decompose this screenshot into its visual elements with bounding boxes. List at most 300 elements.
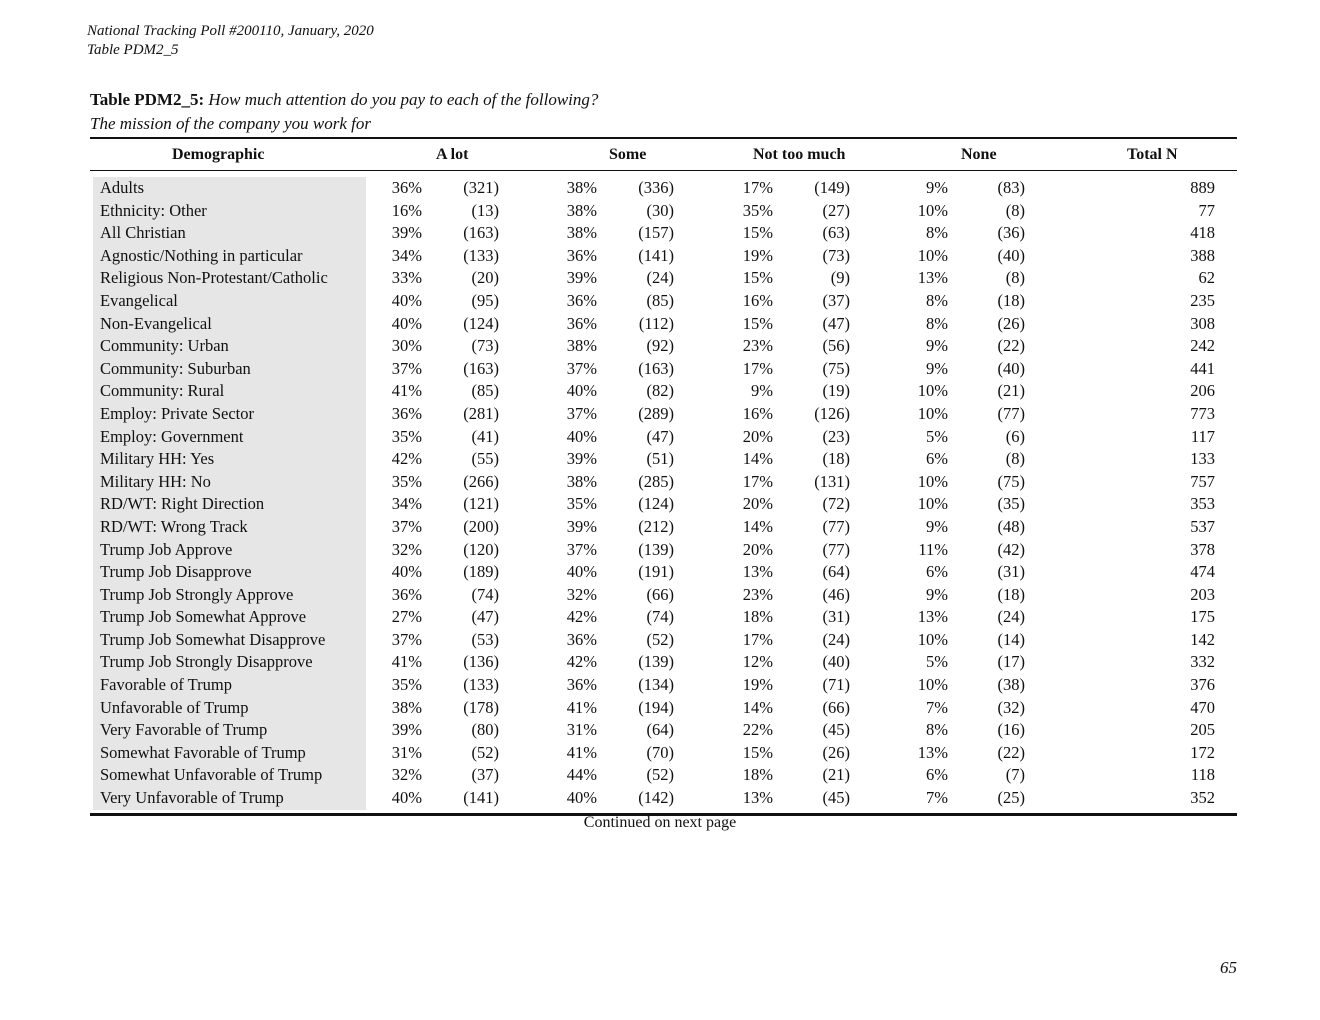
cell-a-lot-n: (141) <box>463 788 499 808</box>
cell-a-lot-pct: 40% <box>391 788 422 808</box>
table-row <box>90 471 1237 494</box>
table-id: Table PDM2_5 <box>87 42 179 58</box>
cell-a-lot-pct: 34% <box>391 245 422 265</box>
cell-some-pct: 40% <box>566 788 597 808</box>
cell-a-lot-n: (266) <box>463 471 499 491</box>
cell-a-lot-pct: 37% <box>391 516 422 536</box>
cell-some-pct: 36% <box>566 629 597 649</box>
cell-none-pct: 13% <box>917 742 948 762</box>
cell-some-n: (85) <box>646 290 674 310</box>
cell-none-pct: 9% <box>926 336 948 356</box>
row-label: Very Favorable of Trump <box>100 720 268 740</box>
cell-some-pct: 42% <box>566 607 597 627</box>
cell-a-lot-n: (20) <box>471 268 499 288</box>
cell-total-n: 242 <box>1190 336 1215 356</box>
running-header <box>87 22 374 60</box>
cell-a-lot-pct: 16% <box>391 200 422 220</box>
cell-none-n: (18) <box>997 290 1025 310</box>
cell-some-n: (157) <box>638 223 674 243</box>
cell-not-too-much-pct: 13% <box>742 788 773 808</box>
row-label: Employ: Government <box>100 426 244 446</box>
cell-some-pct: 36% <box>566 290 597 310</box>
cell-some-n: (141) <box>638 245 674 265</box>
cell-a-lot-pct: 27% <box>391 607 422 627</box>
table-row <box>90 539 1237 562</box>
cell-not-too-much-pct: 20% <box>742 494 773 514</box>
cell-not-too-much-n: (24) <box>822 629 850 649</box>
cell-total-n: 117 <box>1190 426 1215 446</box>
cell-none-pct: 6% <box>926 765 948 785</box>
cell-some-n: (52) <box>646 629 674 649</box>
cell-not-too-much-n: (77) <box>822 539 850 559</box>
cell-some-pct: 38% <box>566 223 597 243</box>
cell-not-too-much-pct: 15% <box>742 742 773 762</box>
cell-not-too-much-n: (46) <box>822 584 850 604</box>
cell-not-too-much-pct: 23% <box>742 584 773 604</box>
cell-total-n: 441 <box>1190 358 1215 378</box>
cell-none-pct: 5% <box>926 426 948 446</box>
cell-some-n: (70) <box>646 742 674 762</box>
cell-not-too-much-n: (66) <box>822 697 850 717</box>
cell-some-pct: 38% <box>566 178 597 197</box>
cell-total-n: 175 <box>1190 607 1215 627</box>
cell-none-n: (22) <box>997 336 1025 356</box>
cell-a-lot-n: (163) <box>463 223 499 243</box>
cell-not-too-much-n: (131) <box>814 471 850 491</box>
cell-a-lot-pct: 37% <box>391 358 422 378</box>
cell-a-lot-n: (55) <box>471 449 499 469</box>
cell-none-n: (42) <box>997 539 1025 559</box>
cell-a-lot-pct: 35% <box>391 426 422 446</box>
cell-some-pct: 39% <box>566 449 597 469</box>
cell-not-too-much-pct: 22% <box>742 720 773 740</box>
cell-none-n: (83) <box>997 178 1025 197</box>
cell-a-lot-n: (120) <box>463 539 499 559</box>
cell-some-pct: 44% <box>566 765 597 785</box>
cell-a-lot-n: (47) <box>471 607 499 627</box>
row-label: Somewhat Unfavorable of Trump <box>100 765 323 785</box>
cell-none-pct: 10% <box>917 675 948 695</box>
cell-not-too-much-pct: 35% <box>742 200 773 220</box>
cell-not-too-much-n: (9) <box>830 268 850 288</box>
cell-a-lot-n: (53) <box>471 629 499 649</box>
cell-not-too-much-pct: 14% <box>742 697 773 717</box>
table-row <box>90 493 1237 516</box>
cell-total-n: 205 <box>1190 720 1215 740</box>
cell-a-lot-pct: 35% <box>391 471 422 491</box>
cell-none-pct: 10% <box>917 245 948 265</box>
cell-none-n: (8) <box>1005 268 1025 288</box>
cell-some-n: (66) <box>646 584 674 604</box>
cell-not-too-much-n: (149) <box>814 178 850 197</box>
cell-total-n: 418 <box>1190 223 1215 243</box>
caption-question: How much attention do you pay to each of the following? <box>208 90 599 109</box>
cell-some-n: (191) <box>638 562 674 582</box>
row-label: RD/WT: Right Direction <box>100 494 265 514</box>
table-row <box>90 764 1237 787</box>
cell-none-pct: 9% <box>926 178 948 197</box>
cell-none-n: (35) <box>997 494 1025 514</box>
row-label: Favorable of Trump <box>100 675 232 695</box>
cell-none-pct: 10% <box>917 471 948 491</box>
cell-a-lot-n: (163) <box>463 358 499 378</box>
cell-total-n: 474 <box>1190 562 1215 582</box>
cell-some-pct: 41% <box>566 697 597 717</box>
cell-none-n: (8) <box>1005 449 1025 469</box>
cell-none-n: (21) <box>997 381 1025 401</box>
cell-some-n: (139) <box>638 539 674 559</box>
table-row <box>90 651 1237 674</box>
cell-none-pct: 10% <box>917 494 948 514</box>
cell-total-n: 332 <box>1190 652 1215 672</box>
cell-total-n: 203 <box>1190 584 1215 604</box>
cell-total-n: 537 <box>1190 516 1215 536</box>
col-header-total-n: Total N <box>1127 146 1178 163</box>
cell-not-too-much-pct: 15% <box>742 313 773 333</box>
cell-a-lot-n: (133) <box>463 675 499 695</box>
cell-total-n: 133 <box>1190 449 1215 469</box>
cell-not-too-much-pct: 17% <box>742 358 773 378</box>
cell-a-lot-n: (321) <box>463 178 499 197</box>
cell-total-n: 757 <box>1190 471 1215 491</box>
cell-a-lot-pct: 35% <box>391 675 422 695</box>
cell-a-lot-n: (80) <box>471 720 499 740</box>
cell-a-lot-n: (281) <box>463 403 499 423</box>
cell-some-pct: 36% <box>566 313 597 333</box>
cell-some-pct: 36% <box>566 245 597 265</box>
cell-not-too-much-pct: 17% <box>742 629 773 649</box>
cell-total-n: 235 <box>1190 290 1215 310</box>
cell-some-pct: 38% <box>566 200 597 220</box>
cell-none-pct: 8% <box>926 290 948 310</box>
cell-not-too-much-pct: 19% <box>742 675 773 695</box>
cell-not-too-much-n: (45) <box>822 720 850 740</box>
cell-none-pct: 5% <box>926 652 948 672</box>
cell-total-n: 353 <box>1190 494 1215 514</box>
table-row <box>90 222 1237 245</box>
row-label: Trump Job Strongly Disapprove <box>100 652 313 672</box>
cell-some-pct: 37% <box>566 539 597 559</box>
cell-some-n: (124) <box>638 494 674 514</box>
table-row <box>90 313 1237 336</box>
cell-not-too-much-pct: 23% <box>742 336 773 356</box>
cell-not-too-much-n: (21) <box>822 765 850 785</box>
cell-not-too-much-n: (26) <box>822 742 850 762</box>
row-label: Ethnicity: Other <box>100 200 207 220</box>
cell-none-n: (17) <box>997 652 1025 672</box>
cell-total-n: 172 <box>1190 742 1215 762</box>
cell-none-n: (22) <box>997 742 1025 762</box>
col-header-a-lot: A lot <box>436 146 469 163</box>
cell-total-n: 77 <box>1198 200 1215 220</box>
table-row <box>90 290 1237 313</box>
cell-not-too-much-pct: 15% <box>742 223 773 243</box>
cell-a-lot-n: (37) <box>471 765 499 785</box>
table-body <box>90 171 1237 813</box>
cell-some-pct: 31% <box>566 720 597 740</box>
cell-a-lot-pct: 39% <box>391 223 422 243</box>
col-header-not-too-much: Not too much <box>753 146 846 163</box>
cell-none-pct: 13% <box>917 607 948 627</box>
cell-some-n: (142) <box>638 788 674 808</box>
table-caption <box>90 88 598 136</box>
cell-some-n: (139) <box>638 652 674 672</box>
cell-not-too-much-n: (45) <box>822 788 850 808</box>
cell-a-lot-pct: 30% <box>391 336 422 356</box>
cell-some-n: (336) <box>638 178 674 197</box>
cell-none-n: (31) <box>997 562 1025 582</box>
cell-none-pct: 6% <box>926 449 948 469</box>
cell-some-pct: 39% <box>566 516 597 536</box>
cell-some-n: (24) <box>646 268 674 288</box>
cell-not-too-much-n: (64) <box>822 562 850 582</box>
cell-not-too-much-pct: 14% <box>742 516 773 536</box>
cell-a-lot-pct: 40% <box>391 562 422 582</box>
cell-none-pct: 8% <box>926 223 948 243</box>
cell-some-pct: 32% <box>566 584 597 604</box>
cell-none-pct: 8% <box>926 720 948 740</box>
cell-total-n: 773 <box>1190 403 1215 423</box>
table-row <box>90 742 1237 765</box>
cell-not-too-much-n: (27) <box>822 200 850 220</box>
cell-none-n: (7) <box>1005 765 1025 785</box>
cell-some-pct: 42% <box>566 652 597 672</box>
table-row <box>90 516 1237 539</box>
cell-a-lot-pct: 34% <box>391 494 422 514</box>
table-row <box>90 200 1237 223</box>
row-label: Very Unfavorable of Trump <box>100 788 284 808</box>
cell-not-too-much-n: (75) <box>822 358 850 378</box>
cell-none-n: (8) <box>1005 200 1025 220</box>
cell-a-lot-pct: 31% <box>391 742 422 762</box>
cell-some-pct: 40% <box>566 426 597 446</box>
table-row <box>90 629 1237 652</box>
cell-none-pct: 9% <box>926 358 948 378</box>
cell-total-n: 388 <box>1190 245 1215 265</box>
cell-some-pct: 41% <box>566 742 597 762</box>
row-label: Trump Job Disapprove <box>100 562 252 582</box>
cell-none-pct: 10% <box>917 200 948 220</box>
page-number: 65 <box>1220 958 1237 977</box>
continued-note: Continued on next page <box>583 814 737 831</box>
cell-none-n: (38) <box>997 675 1025 695</box>
cell-not-too-much-n: (19) <box>822 381 850 401</box>
cell-total-n: 889 <box>1190 178 1215 197</box>
cell-some-n: (74) <box>646 607 674 627</box>
cell-not-too-much-pct: 9% <box>751 381 773 401</box>
table-row <box>90 787 1237 810</box>
cell-total-n: 118 <box>1190 765 1215 785</box>
cell-none-pct: 9% <box>926 516 948 536</box>
cell-a-lot-n: (121) <box>463 494 499 514</box>
cell-a-lot-pct: 37% <box>391 629 422 649</box>
row-label: Employ: Private Sector <box>100 403 254 423</box>
cell-a-lot-n: (13) <box>471 200 499 220</box>
cell-a-lot-pct: 41% <box>391 652 422 672</box>
cell-some-pct: 38% <box>566 471 597 491</box>
cell-some-pct: 35% <box>566 494 597 514</box>
cell-not-too-much-pct: 20% <box>742 539 773 559</box>
cell-some-n: (30) <box>646 200 674 220</box>
caption-label: Table PDM2_5: <box>90 90 205 109</box>
cell-not-too-much-pct: 15% <box>742 268 773 288</box>
cell-a-lot-pct: 41% <box>391 381 422 401</box>
cell-a-lot-pct: 38% <box>391 697 422 717</box>
poll-title: National Tracking Poll #200110, January, 2020 <box>87 23 374 39</box>
row-label: RD/WT: Wrong Track <box>100 516 248 536</box>
cell-none-pct: 8% <box>926 313 948 333</box>
row-label: Military HH: No <box>100 471 211 491</box>
cell-a-lot-pct: 42% <box>391 449 422 469</box>
cell-total-n: 206 <box>1190 381 1215 401</box>
cell-none-pct: 7% <box>926 788 948 808</box>
table-row <box>90 426 1237 449</box>
table-row <box>90 245 1237 268</box>
table-row <box>90 335 1237 358</box>
cell-total-n: 308 <box>1190 313 1215 333</box>
cell-not-too-much-pct: 17% <box>742 471 773 491</box>
cell-a-lot-pct: 36% <box>391 584 422 604</box>
row-label: Trump Job Approve <box>100 539 233 559</box>
cell-total-n: 376 <box>1190 675 1215 695</box>
row-label: Non-Evangelical <box>100 313 212 333</box>
cell-none-n: (24) <box>997 607 1025 627</box>
cell-some-n: (82) <box>646 381 674 401</box>
cell-not-too-much-n: (63) <box>822 223 850 243</box>
cell-a-lot-n: (95) <box>471 290 499 310</box>
cell-not-too-much-n: (71) <box>822 675 850 695</box>
cell-not-too-much-n: (23) <box>822 426 850 446</box>
cell-a-lot-pct: 40% <box>391 313 422 333</box>
cell-not-too-much-n: (18) <box>822 449 850 469</box>
cell-not-too-much-pct: 20% <box>742 426 773 446</box>
row-label: Trump Job Somewhat Approve <box>100 607 307 627</box>
cell-not-too-much-pct: 14% <box>742 449 773 469</box>
cell-total-n: 378 <box>1190 539 1215 559</box>
cell-a-lot-n: (41) <box>471 426 499 446</box>
table-header-row <box>90 139 1237 170</box>
table-row <box>90 403 1237 426</box>
cell-a-lot-n: (74) <box>471 584 499 604</box>
row-label: All Christian <box>100 223 186 243</box>
cell-not-too-much-pct: 17% <box>742 178 773 197</box>
table-row <box>90 606 1237 629</box>
cell-none-n: (25) <box>997 788 1025 808</box>
cell-some-pct: 36% <box>566 675 597 695</box>
table-row <box>90 358 1237 381</box>
row-label: Trump Job Somewhat Disapprove <box>100 629 326 649</box>
cell-some-n: (285) <box>638 471 674 491</box>
cell-not-too-much-pct: 16% <box>742 403 773 423</box>
row-label: Trump Job Strongly Approve <box>100 584 294 604</box>
row-label: Somewhat Favorable of Trump <box>100 742 306 762</box>
cell-a-lot-n: (124) <box>463 313 499 333</box>
cell-some-n: (212) <box>638 516 674 536</box>
cell-none-pct: 7% <box>926 697 948 717</box>
cell-some-n: (92) <box>646 336 674 356</box>
cell-some-pct: 38% <box>566 336 597 356</box>
cell-some-pct: 40% <box>566 381 597 401</box>
table-row <box>90 380 1237 403</box>
cell-total-n: 142 <box>1190 629 1215 649</box>
row-label: Military HH: Yes <box>100 449 215 469</box>
row-label: Religious Non-Protestant/Catholic <box>100 268 328 288</box>
table-row <box>90 561 1237 584</box>
table-row <box>90 674 1237 697</box>
table-row <box>90 719 1237 742</box>
cell-a-lot-n: (200) <box>463 516 499 536</box>
cell-not-too-much-n: (72) <box>822 494 850 514</box>
cell-a-lot-pct: 39% <box>391 720 422 740</box>
cell-none-n: (18) <box>997 584 1025 604</box>
cell-a-lot-pct: 33% <box>391 268 422 288</box>
cell-none-pct: 11% <box>918 539 948 559</box>
cell-a-lot-n: (133) <box>463 245 499 265</box>
cell-some-n: (134) <box>638 675 674 695</box>
cell-a-lot-n: (178) <box>463 697 499 717</box>
table-row <box>90 448 1237 471</box>
cell-not-too-much-n: (37) <box>822 290 850 310</box>
cell-a-lot-pct: 32% <box>391 539 422 559</box>
cell-a-lot-n: (136) <box>463 652 499 672</box>
cell-a-lot-n: (189) <box>463 562 499 582</box>
cell-some-n: (47) <box>646 426 674 446</box>
cell-total-n: 62 <box>1198 268 1215 288</box>
cell-not-too-much-n: (40) <box>822 652 850 672</box>
cell-none-pct: 9% <box>926 584 948 604</box>
cell-a-lot-pct: 32% <box>391 765 422 785</box>
cell-none-n: (26) <box>997 313 1025 333</box>
cell-some-pct: 40% <box>566 562 597 582</box>
cell-a-lot-n: (52) <box>471 742 499 762</box>
cell-none-pct: 10% <box>917 381 948 401</box>
col-header-demographic: Demographic <box>172 146 265 163</box>
col-header-some: Some <box>609 146 647 163</box>
table-row <box>90 267 1237 290</box>
cell-not-too-much-pct: 13% <box>742 562 773 582</box>
table-row <box>90 697 1237 720</box>
cell-some-pct: 39% <box>566 268 597 288</box>
row-label: Adults <box>100 178 145 197</box>
row-label: Agnostic/Nothing in particular <box>100 245 303 265</box>
cell-not-too-much-n: (47) <box>822 313 850 333</box>
cell-some-n: (51) <box>646 449 674 469</box>
cell-none-n: (32) <box>997 697 1025 717</box>
table-row <box>90 177 1237 200</box>
cell-not-too-much-n: (126) <box>814 403 850 423</box>
cell-some-n: (289) <box>638 403 674 423</box>
row-label: Community: Suburban <box>100 358 251 378</box>
cell-none-n: (77) <box>997 403 1025 423</box>
cell-none-n: (14) <box>997 629 1025 649</box>
cell-none-pct: 10% <box>917 629 948 649</box>
cell-some-pct: 37% <box>566 403 597 423</box>
cell-a-lot-pct: 36% <box>391 178 422 197</box>
cell-some-n: (194) <box>638 697 674 717</box>
row-label: Community: Rural <box>100 381 225 401</box>
cell-total-n: 352 <box>1190 788 1215 808</box>
cell-none-n: (6) <box>1005 426 1025 446</box>
col-header-none: None <box>961 146 997 163</box>
cell-none-pct: 6% <box>926 562 948 582</box>
cell-not-too-much-pct: 18% <box>742 607 773 627</box>
caption-item: The mission of the company you work for <box>90 114 371 133</box>
cell-a-lot-n: (73) <box>471 336 499 356</box>
cell-none-n: (40) <box>997 358 1025 378</box>
row-label: Unfavorable of Trump <box>100 697 249 717</box>
cell-not-too-much-n: (77) <box>822 516 850 536</box>
row-label: Community: Urban <box>100 336 229 356</box>
